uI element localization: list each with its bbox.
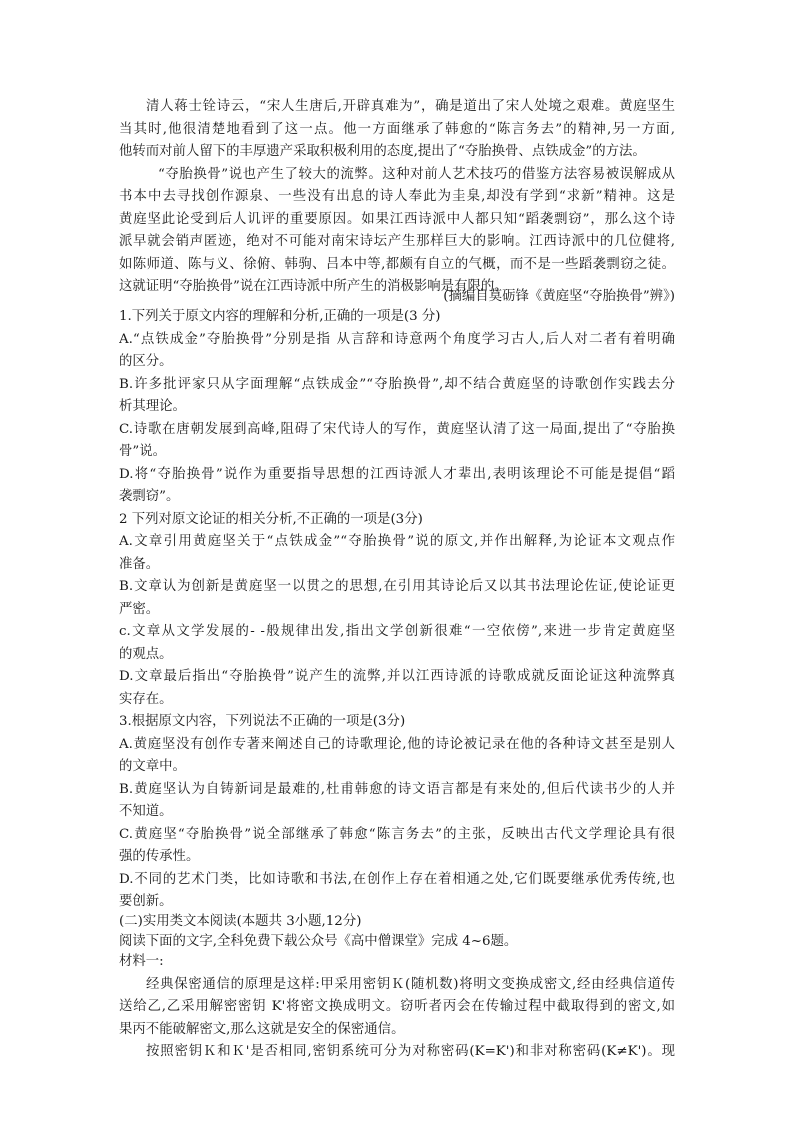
- question-3-option-c-cont: 强的传承性。: [119, 849, 200, 864]
- question-2-option-c: c.文章从文学发展的- -般规律出发,指出文学创新很难“一空依傍”,来进一步肯定黄庭坚: [119, 624, 675, 639]
- question-3-option-b: B.黄庭坚认为自铸新词是最难的,杜甫韩愈的诗文语言都是有来处的,但后代读书少的人并: [119, 782, 675, 797]
- passage-line: 这就证明“夺胎换骨”说在江西诗派中所产生的消极影响是有限的。: [119, 279, 508, 294]
- passage-line: 他转而对前人留下的丰厚遗产采取积极利用的态度,提出了“夺胎换骨、点铁成金”的方法。: [119, 144, 646, 159]
- question-2-option-d-cont: 实存在。: [119, 692, 173, 707]
- section-intro: 阅读下面的文字,全科免费下载公众号《高中僧课堂》完成 4~6题。: [119, 934, 518, 949]
- passage-line: 当其时,他很清楚地看到了这一点。他一方面继承了韩愈的“陈言务去”的精神,另一方面,: [119, 122, 675, 137]
- question-1-option-a: A.“点铁成金”夺胎换骨”分别是指 从言辞和诗意两个角度学习古人,后人对二者有着明确: [119, 332, 675, 347]
- question-2-option-c-cont: 的观点。: [119, 647, 173, 662]
- question-2-option-b: B.文章认为创新是黄庭坚一以贯之的思想,在引用其诗论后又以其书法理论佐证,使论证更: [119, 579, 675, 594]
- question-1-option-b-cont: 析其理论。: [119, 399, 186, 414]
- question-1-option-c: C.诗歌在唐朝发展到高峰,阻碍了宋代诗人的写作，黄庭坚认清了这一局面,提出了“夺胎换: [119, 422, 675, 437]
- question-1-option-d-cont: 袭剽窃”。: [119, 489, 180, 504]
- passage-source: (摘编自莫砺锋《黄庭坚“夺胎换骨”辨》): [443, 289, 675, 304]
- question-2-option-a-cont: 准备。: [119, 557, 160, 572]
- question-1-option-b: B.许多批评家只从字面理解“点铁成金”“夺胎换骨”,却不结合黄庭坚的诗歌创作实践去分: [119, 377, 675, 392]
- passage-line: “夺胎换骨”说也产生了较大的流弊。这种对前人艺术技巧的借鉴方法容易被误解成从: [158, 167, 675, 182]
- question-2-stem: 2 下列对原文论证的相关分析,不正确的一项是(3分): [119, 512, 423, 527]
- question-3-option-d-cont: 要创新。: [119, 894, 173, 909]
- material-line: 果丙不能破解密文,那么这就是安全的保密通信。: [119, 1022, 405, 1037]
- question-2-option-d: D.文章最后指出“夺胎换骨”说产生的流弊,并以江西诗派的诗歌成就反面论证这种流弊真: [119, 669, 675, 684]
- section-heading: (二)实用类文本阅读(本题共 3小题,12分): [119, 914, 362, 929]
- question-1-option-d: D.将“夺胎换骨”说作为重要指导思想的江西诗派人才辈出,表明该理论不可能是提倡“蹈: [119, 467, 675, 482]
- passage-line: 如陈师道、陈与义、徐俯、韩驹、吕本中等,都颇有自立的气概，而不是一些蹈袭剽窃之徒。: [119, 257, 675, 272]
- question-3-option-a-cont: 的文章中。: [119, 759, 186, 774]
- passage-line: 书本中去寻找创作源泉、一些没有出息的诗人奉此为圭臬,却没有学到“求新”精神。这是: [119, 189, 675, 204]
- question-3-option-c: C.黄庭坚“夺胎换骨”说全部继承了韩愈“陈言务去”的主张，反映出古代文学理论具有很: [119, 827, 675, 842]
- question-2-option-a: A.文章引用黄庭坚关于“点铁成金”“夺胎换骨”说的原文,并作出解释,为论证本文观点作: [119, 534, 675, 549]
- question-3-stem: 3.根据原文内容，下列说法不正确的一项是(3分): [119, 714, 406, 729]
- passage-line: 清人蒋士铨诗云，“宋人生唐后,开辟真难为”，确是道出了宋人处境之艰难。黄庭坚生: [146, 99, 675, 114]
- question-1-option-c-cont: 骨”说。: [119, 444, 167, 459]
- question-1-option-a-cont: 的区分。: [119, 354, 173, 369]
- question-1-stem: 1.下列关于原文内容的理解和分析,正确的一项是(3 分): [119, 309, 441, 324]
- question-2-option-b-cont: 严密。: [119, 602, 160, 617]
- question-3-option-d: D.不同的艺术门类，比如诗歌和书法,在创作上存在着相通之处,它们既要继承优秀传统,也: [119, 872, 675, 887]
- passage-line: 派早就会销声匿迹，绝对不可能对南宋诗坛产生那样巨大的影响。江西诗派中的几位健将,: [119, 234, 675, 249]
- material-line: 经典保密通信的原理是这样:甲采用密钥Ｋ(随机数)将明文变换成密文,经由经典信道传: [146, 977, 675, 992]
- material-line: 按照密钥Ｋ和Ｋ'是否相同,密钥系统可分为对称密码(K=K')和非对称密码(K≠K')。现: [146, 1044, 675, 1059]
- question-3-option-a: A.黄庭坚没有创作专著来阐述自己的诗歌理论,他的诗论被记录在他的各种诗文甚至是别人: [119, 737, 675, 752]
- material-line: 送给乙,乙采用解密密钥 K'将密文换成明文。窃听者丙会在传输过程中截取得到的密文,如: [119, 999, 675, 1014]
- question-3-option-b-cont: 不知道。: [119, 804, 173, 819]
- passage-line: 黄庭坚此论受到后人讥评的重要原因。如果江西诗派中人都只知“蹈袭剽窃”，那么这个诗: [119, 212, 675, 227]
- material-label: 材料一:: [119, 954, 164, 969]
